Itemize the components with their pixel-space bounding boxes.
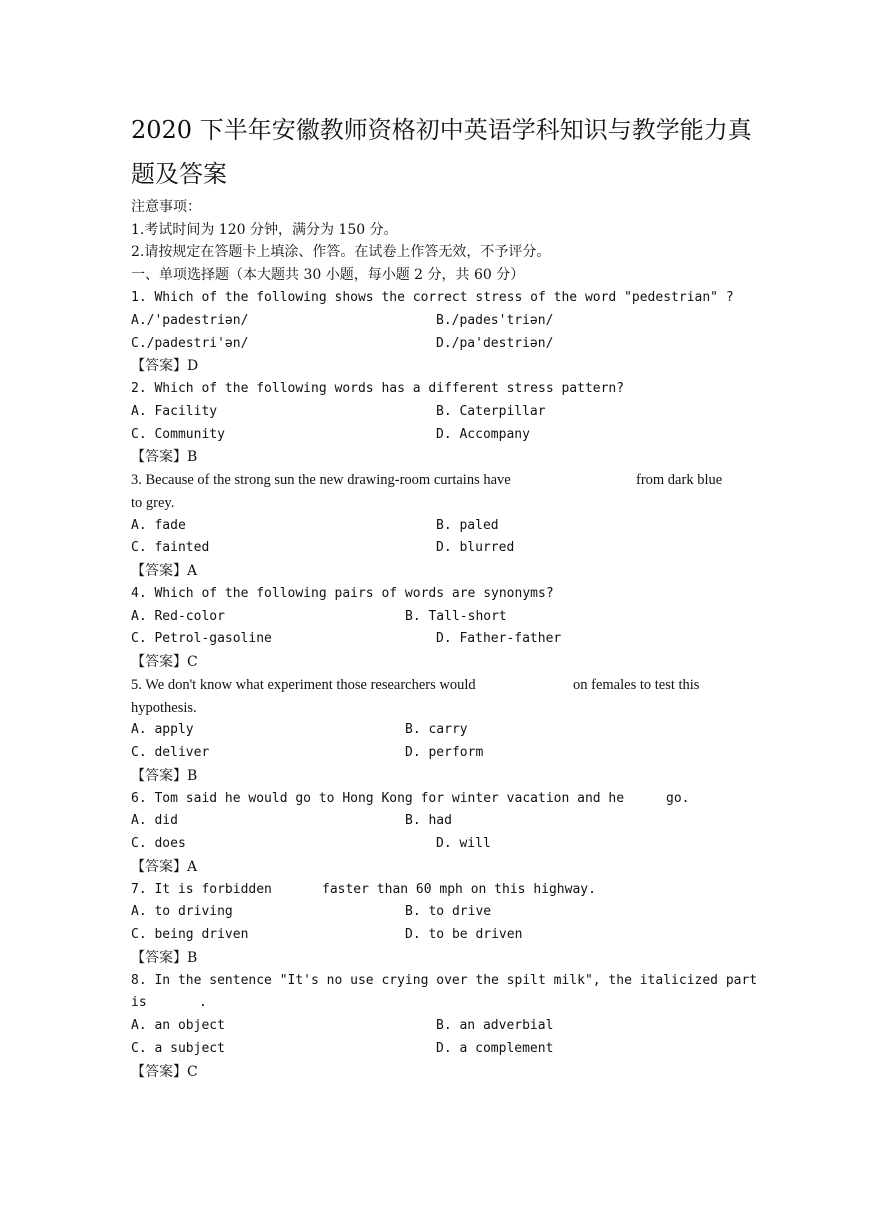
question-list <box>131 287 758 1083</box>
option-row <box>131 333 741 356</box>
answer-label: 【答案】 <box>131 449 187 466</box>
answer-line <box>131 947 741 970</box>
option-row <box>131 1038 741 1061</box>
stem-text: go. <box>666 790 690 806</box>
page-title <box>131 108 771 196</box>
option-a: A. Facility <box>131 403 218 419</box>
option-d: D. blurred <box>436 540 515 556</box>
question-stem <box>131 674 741 697</box>
option-b: B. paled <box>436 517 499 533</box>
option-a: A. fade <box>131 517 186 533</box>
option-a: A. an object <box>131 1018 225 1033</box>
notice-block <box>131 196 771 287</box>
answer-line <box>131 651 741 674</box>
option-c: C./padestri'ən/ <box>131 335 249 351</box>
stem-text: 3. Because of the strong sun the new drawing-room curtains have <box>131 472 511 488</box>
option-b: B. had <box>405 813 452 829</box>
option-c: C. a subject <box>131 1040 225 1056</box>
option-b: B. carry <box>405 722 468 738</box>
option-row <box>131 1015 741 1038</box>
answer-value: C <box>187 654 198 670</box>
option-b: B. to drive <box>405 904 492 920</box>
answer-value: B <box>187 449 198 466</box>
answer-line <box>131 1061 741 1084</box>
option-row <box>131 424 741 447</box>
option-row <box>131 401 741 424</box>
question-stem: 2. Which of the following words has a different stress pattern? <box>131 381 625 396</box>
option-a: A./'padestriən/ <box>131 312 249 328</box>
answer-label: 【答案】 <box>131 654 187 670</box>
stem-text: . <box>199 995 207 1011</box>
stem-text: on females to test this <box>573 676 700 693</box>
question-stem <box>131 469 741 492</box>
option-c: C. deliver <box>131 745 210 760</box>
option-d: D. will <box>436 836 491 851</box>
answer-label: 【答案】 <box>131 767 187 784</box>
option-d: D. a complement <box>436 1040 554 1056</box>
answer-value: B <box>187 767 198 784</box>
option-a: A. Red-color <box>131 608 225 624</box>
option-row <box>131 833 741 856</box>
answer-line <box>131 355 741 378</box>
option-d: D. Father-father <box>436 631 562 647</box>
option-row <box>131 606 741 629</box>
answer-line <box>131 856 741 879</box>
option-row <box>131 901 741 924</box>
notice-item: 2.请按规定在答题卡上填涂、作答。在试卷上作答无效，不予评分。 <box>131 244 551 261</box>
answer-value: B <box>187 949 198 966</box>
answer-line <box>131 765 741 788</box>
option-c: C. Petrol-gasoline <box>131 631 272 647</box>
question-stem <box>131 788 741 811</box>
option-row <box>131 310 741 333</box>
option-b: B. Caterpillar <box>436 403 546 419</box>
option-d: D. to be driven <box>405 927 523 942</box>
option-b: B./pades'triən/ <box>436 312 554 328</box>
answer-label: 【答案】 <box>131 1063 187 1080</box>
stem-text: is <box>131 995 147 1011</box>
answer-value: D <box>187 358 199 375</box>
option-a: A. did <box>131 813 178 829</box>
option-row <box>131 924 741 947</box>
option-row <box>131 628 741 651</box>
stem-text: 6. Tom said he would go to Hong Kong for winter vacation and he <box>131 790 625 806</box>
question-stem: 1. Which of the following shows the correct stress of the word "pedestrian" ? <box>131 290 734 305</box>
question-stem <box>131 992 741 1015</box>
answer-label: 【答案】 <box>131 949 187 966</box>
option-c: C. being driven <box>131 927 249 942</box>
stem-text: 5. We don't know what experiment those researchers would <box>131 676 476 693</box>
title-line-2: 题及答案 <box>131 160 227 188</box>
option-d: D. Accompany <box>436 426 530 442</box>
answer-value: A <box>187 563 198 579</box>
option-row <box>131 537 741 560</box>
title-line-1: 2020 下半年安徽教师资格初中英语学科知识与教学能力真 <box>131 116 752 144</box>
option-a: A. to driving <box>131 904 233 920</box>
question-stem: to grey. <box>131 494 175 511</box>
question-stem: hypothesis. <box>131 699 197 716</box>
option-c: C. Community <box>131 426 225 442</box>
notice-heading: 注意事项： <box>131 199 201 215</box>
answer-line <box>131 560 741 583</box>
option-row <box>131 515 741 538</box>
notice-item: 1.考试时间为 120 分钟，满分为 150 分。 <box>131 221 398 238</box>
option-d: D. perform <box>405 745 484 760</box>
stem-text: from dark blue <box>636 472 723 488</box>
option-a: A. apply <box>131 722 194 738</box>
stem-text: faster than 60 mph on this highway. <box>322 881 596 897</box>
answer-line <box>131 446 741 469</box>
answer-label: 【答案】 <box>131 563 187 579</box>
option-c: C. does <box>131 836 186 851</box>
question-stem: 8. In the sentence "It's no use crying over the spilt milk", the italicized part <box>131 972 758 988</box>
question-stem: 4. Which of the following pairs of words are synonyms? <box>131 585 554 601</box>
option-row <box>131 742 741 765</box>
option-row <box>131 810 741 833</box>
question-stem <box>131 879 741 902</box>
answer-value: A <box>187 858 198 875</box>
section-heading: 一、单项选择题（本大题共 30 小题，每小题 2 分，共 60 分） <box>131 267 525 284</box>
option-c: C. fainted <box>131 540 210 556</box>
option-b: B. Tall-short <box>405 608 507 624</box>
stem-text: 7. It is forbidden <box>131 881 272 897</box>
option-row <box>131 719 741 742</box>
answer-value: C <box>187 1063 198 1080</box>
answer-label: 【答案】 <box>131 358 187 375</box>
option-d: D./pa'destriən/ <box>436 335 554 351</box>
answer-label: 【答案】 <box>131 858 187 875</box>
option-b: B. an adverbial <box>436 1018 554 1033</box>
